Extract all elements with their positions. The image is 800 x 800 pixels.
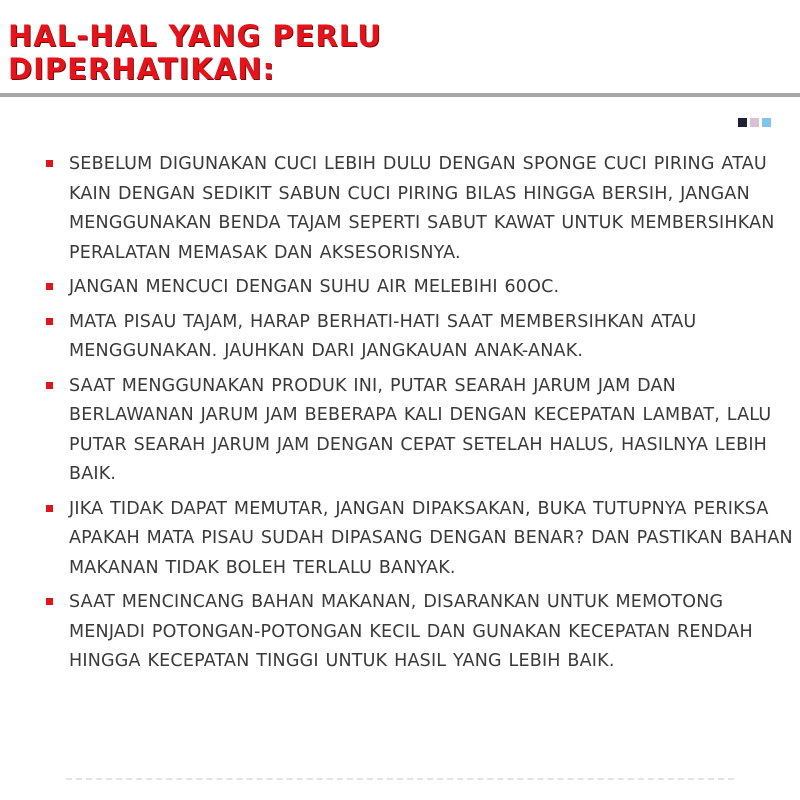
note-text: SEBELUM DIGUNAKAN CUCI LEBIH DULU DENGAN SPONGE CUCI PIRING ATAU KAIN DENGAN SEDIKIT SABUN CUCI PIRING BILAS HINGGA BERSIH, JANGAN MENGGUNAKAN BENDA TAJAM SEPERTI SABUT KAWAT UNTUK MEMBERSIHKAN PERALATAN MEMASAK DAN AKSESORISNYA.	[69, 154, 775, 263]
color-swatch-pink	[750, 118, 759, 127]
note-text: SAAT MENCINCANG BAHAN MAKANAN, DISARANKAN UNTUK MEMOTONG MENJADI POTONGAN-POTONGAN KECIL DAN GUNAKAN KECEPATAN RENDAH HINGGA KECEPATAN TINGGI UNTUK HASIL YANG LEBIH BAIK.	[69, 592, 753, 671]
header-divider	[0, 93, 800, 97]
note-item-3	[44, 308, 796, 367]
color-swatches	[738, 118, 771, 127]
color-swatch-blue	[762, 118, 771, 127]
note-item-5	[44, 495, 796, 584]
bullet-square-icon	[46, 505, 53, 512]
note-text: JIKA TIDAK DAPAT MEMUTAR, JANGAN DIPAKSAKAN, BUKA TUTUPNYA PERIKSA APAKAH MATA PISAU SUDAH DIPASANG DENGAN BENAR? DAN PASTIKAN BAHAN MAKANAN TIDAK BOLEH TERLALU BANYAK.	[69, 498, 793, 578]
note-item-1	[44, 150, 796, 268]
page-title-line-1: HAL-HAL YANG PERLU	[8, 19, 382, 53]
page-title-line-2: DIPERHATIKAN:	[8, 52, 276, 86]
note-text: MATA PISAU TAJAM, HARAP BERHATI-HATI SAAT MEMBERSIHKAN ATAU MENGGUNAKAN. JAUHKAN DARI JANGKAUAN ANAK-ANAK.	[69, 311, 697, 361]
bullet-square-icon	[46, 318, 53, 325]
bullet-square-icon	[46, 598, 53, 605]
bullet-square-icon	[46, 283, 53, 290]
notes-list	[44, 150, 796, 682]
note-text: JANGAN MENCUCI DENGAN SUHU AIR MELEBIHI 60OC.	[69, 277, 560, 297]
bullet-square-icon	[46, 160, 53, 167]
note-item-2	[44, 273, 796, 303]
note-item-4	[44, 372, 796, 490]
page-title	[8, 20, 382, 86]
color-swatch-navy	[738, 118, 747, 127]
note-text: SAAT MENGGUNAKAN PRODUK INI, PUTAR SEARAH JARUM JAM DAN BERLAWANAN JARUM JAM BEBERAPA KALI DENGAN KECEPATAN LAMBAT, LALU PUTAR SEARAH JARUM JAM DENGAN CEPAT SETELAH HALUS, HASILNYA LEBIH BAIK.	[69, 375, 772, 484]
footer-divider	[66, 778, 734, 780]
note-item-6	[44, 588, 796, 677]
bullet-square-icon	[46, 382, 53, 389]
